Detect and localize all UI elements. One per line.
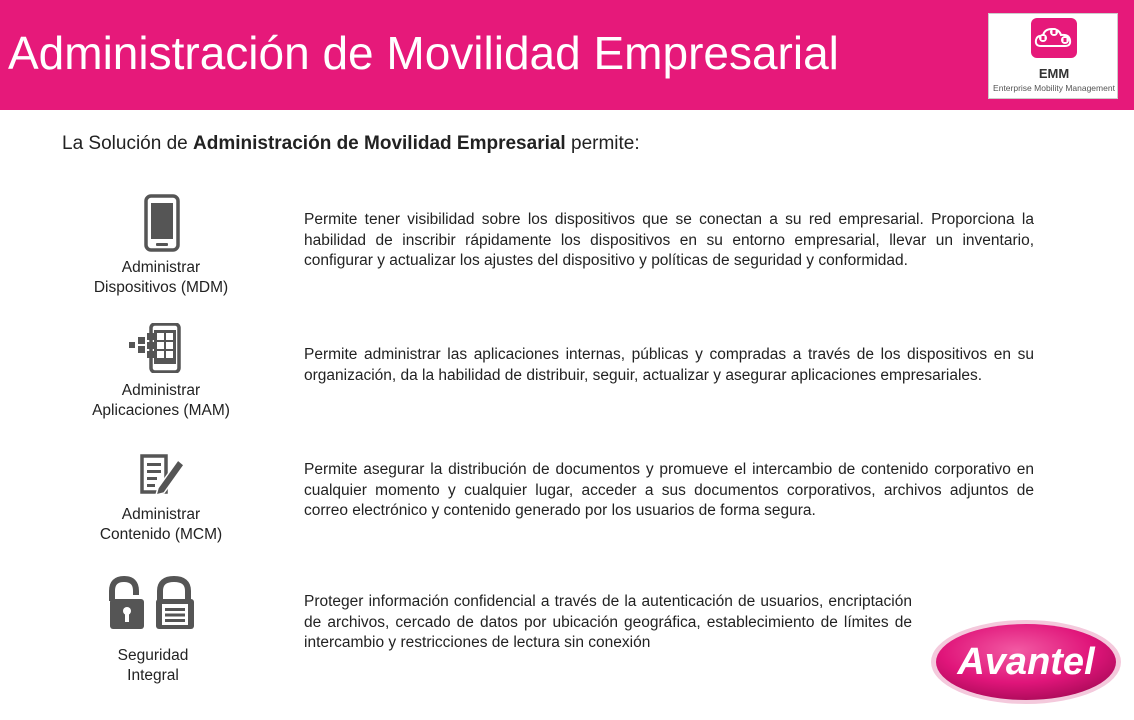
feature-label-line2: Integral [127,667,179,684]
feature-label-line2: Aplicaciones (MAM) [92,402,230,419]
feature-label-line2: Dispositivos (MDM) [93,279,229,296]
feature-label-mcm [66,505,256,545]
avantel-logo-text: Avantel [957,641,1095,683]
document-edit-icon [138,452,186,503]
feature-description-security: Proteger información confidencial a través de la autenticación de usuarios, encriptación de archivos, cercado de datos por ubicación geográfica, establecimiento de límites de intercambio y restricciones de lectura sin conexión [304,593,912,651]
avantel-logo [928,618,1124,706]
emm-logo-subtitle: Enterprise Mobility Management [993,83,1115,93]
feature-label-mdm [66,258,256,298]
cloud-devices-icon [1031,18,1077,58]
feature-description-mcm: Permite asegurar la distribución de documentos y promueve el intercambio de contenido corporativo en cualquier momento y cualquier lugar, acceder a sus documentos corporativos, archivos adjuntos de correo electrónico y contenido generado por los usuarios de forma segura. [304,461,1034,519]
intro-suffix: permite: [565,133,640,154]
padlocks-icon [106,575,198,638]
intro-prefix: La Solución de [62,133,193,154]
feature-description-mam: Permite administrar las aplicaciones internas, públicas y compradas a través de los dispositivos en su organización, da la habilidad de distribuir, seguir, actualizar y asegurar aplicaciones empresariales. [304,346,1034,384]
intro-bold: Administración de Movilidad Empresarial [193,133,566,154]
feature-label-line1: Administrar [121,382,201,399]
page-title: Administración de Movilidad Empresarial [8,27,839,79]
feature-label-security [58,646,248,686]
header-bar [0,0,1134,110]
intro-text [62,133,640,155]
feature-label-mam [66,381,256,421]
emm-logo-name: EMM [1038,66,1070,81]
feature-label-line2: Contenido (MCM) [99,526,223,543]
feature-label-line1: Administrar [121,259,201,276]
app-deploy-icon [124,323,182,378]
smartphone-icon [144,194,180,257]
feature-description-mdm: Permite tener visibilidad sobre los dispositivos que se conectan a su red empresarial. Proporciona la habilidad de inscribir rápidamente los dispositivos en su entorno empresarial, llevar un inventario, configurar y actualizar los ajustes del dispositivo y políticas de seguridad y conformidad. [304,211,1034,269]
emm-logo [988,13,1118,99]
feature-label-line1: Administrar [121,506,201,523]
feature-label-line1: Seguridad [117,647,189,664]
